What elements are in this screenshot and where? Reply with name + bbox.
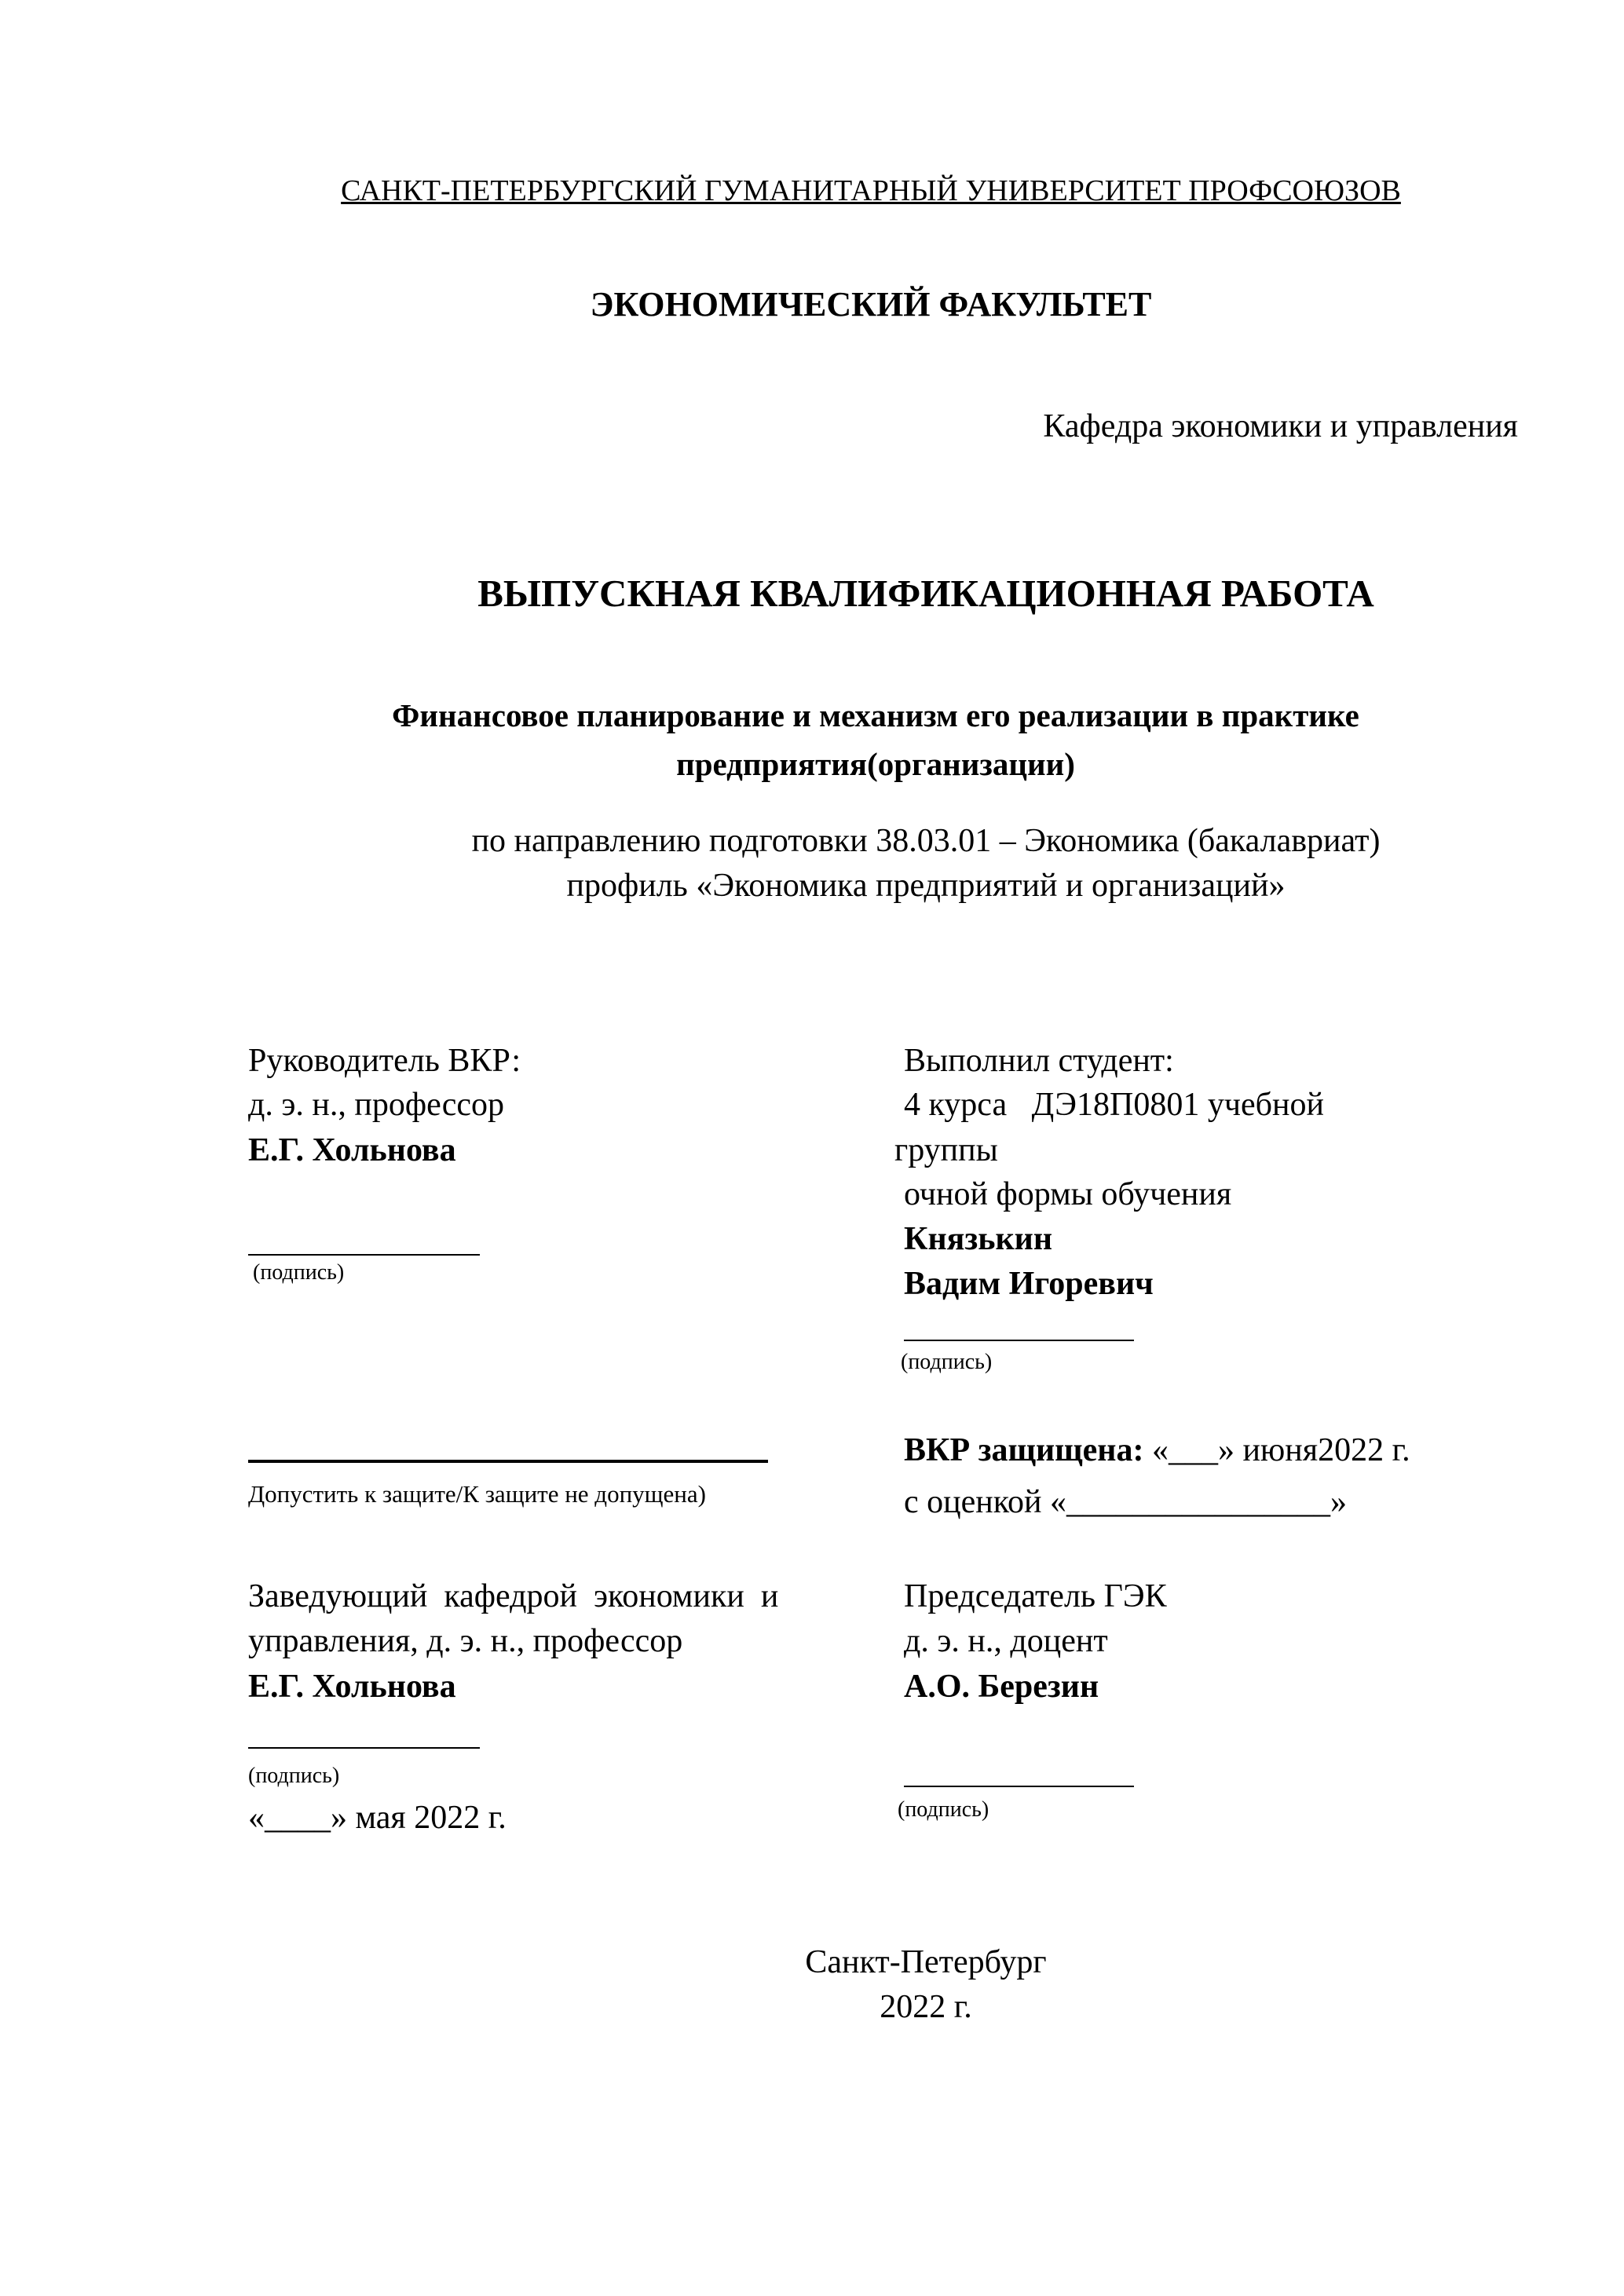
student-name: Вадим Игоревич (904, 1266, 1154, 1302)
university-name: САНКТ-ПЕТЕРБУРГСКИЙ ГУМАНИТАРНЫЙ УНИВЕРСИТЕТ ПРОФСОЮЗОВ (341, 174, 1401, 207)
supervisor-label: Руководитель ВКР: (248, 1043, 521, 1079)
student-surname: Князькин (904, 1221, 1053, 1257)
study-profile: профиль «Экономика предприятий и организаций» (566, 868, 1286, 904)
defense-line (904, 1434, 1410, 1467)
work-type: ВЫПУСКНАЯ КВАЛИФИКАЦИОННАЯ РАБОТА (477, 572, 1374, 615)
work-title-line2: предприятия(организации) (676, 746, 1075, 782)
student-signature-line (904, 1340, 1134, 1341)
head-name: Е.Г. Хольнова (248, 1669, 456, 1705)
defense-label: ВКР защищена: (904, 1432, 1144, 1468)
faculty-name: ЭКОНОМИЧЕСКИЙ ФАКУЛЬТЕТ (590, 285, 1152, 324)
chair-name: А.О. Березин (904, 1669, 1099, 1705)
footer-year: 2022 г. (880, 1989, 972, 2025)
chair-signature-line (904, 1786, 1134, 1787)
chair-degree: д. э. н., доцент (904, 1623, 1108, 1659)
chair-signature-caption: (подпись) (898, 1797, 989, 1822)
head-signature-line (248, 1747, 480, 1749)
head-title-line1: Заведующий кафедрой экономики и (248, 1578, 779, 1614)
footer-city: Санкт-Петербург (805, 1944, 1047, 1980)
admission-caption: Допустить к защите/К защите не допущена) (248, 1480, 706, 1508)
supervisor-degree: д. э. н., профессор (248, 1087, 505, 1123)
admission-line (248, 1460, 768, 1463)
supervisor-signature-line (248, 1254, 480, 1256)
head-date: «____» мая 2022 г. (248, 1800, 507, 1836)
defense-date: «___» июня2022 г. (1143, 1432, 1410, 1468)
defense-grade: с оценкой «________________» (904, 1484, 1347, 1520)
supervisor-signature-caption: (подпись) (253, 1260, 345, 1285)
department-name: Кафедра экономики и управления (1043, 408, 1518, 444)
study-direction: по направлению подготовки 38.03.01 – Экономика (бакалавриат) (471, 823, 1381, 859)
supervisor-name: Е.Г. Хольнова (248, 1132, 456, 1168)
student-course: 4 курса ДЭ18П0801 учебной (904, 1087, 1324, 1123)
student-group: группы (894, 1132, 998, 1168)
work-title-line1: Финансовое планирование и механизм его реализации в практике (392, 697, 1359, 733)
student-label: Выполнил студент: (904, 1043, 1174, 1079)
head-signature-caption: (подпись) (248, 1764, 340, 1788)
student-signature-caption: (подпись) (901, 1350, 993, 1374)
head-title-line2: управления, д. э. н., профессор (248, 1623, 683, 1659)
chair-label: Председатель ГЭК (904, 1578, 1167, 1614)
student-form: очной формы обучения (904, 1176, 1232, 1212)
